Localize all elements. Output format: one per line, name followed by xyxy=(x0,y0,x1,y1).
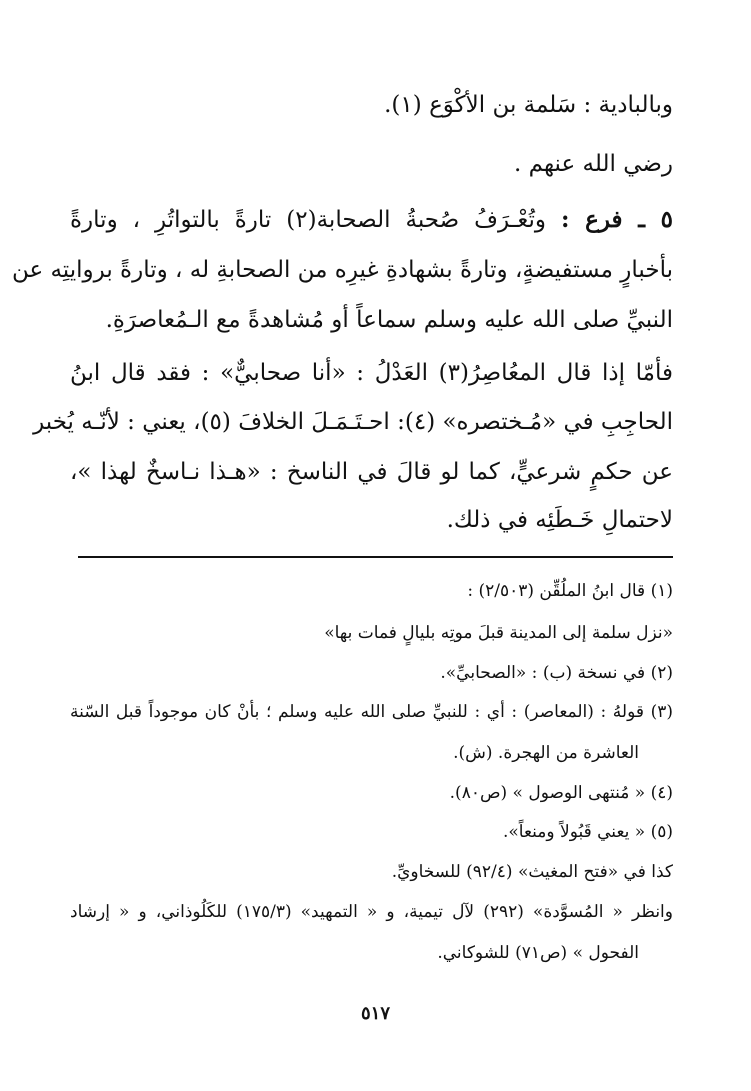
text-line-sahabi-badiya: وبالبادية : سَلمة بن الأكْوَع (١). xyxy=(384,92,673,118)
paragraph-line-3: عن حكمٍ شرعيٍّ، كما لو قالَ في الناسخ : «هـذا نـاسخٌ لهذا »، xyxy=(70,459,673,485)
footnote-4: (٤) « مُنتهى الوصول » (ص٨٠). xyxy=(449,783,673,803)
footnote-3-line-2: العاشرة من الهجرة. (ش). xyxy=(453,743,639,763)
footnote-5-line-1: (٥) « يعني قَبُولاً ومنعاً». xyxy=(502,822,673,842)
paragraph-line-2: الحاجِبِ في «مُـختصره» (٤): احـتَـمَـلَ الخلافَ (٥)، يعني : لأنّـه يُخبر xyxy=(33,409,673,435)
footnote-separator xyxy=(78,556,673,558)
section-5-line-1-text: وتُعْـرَفُ صُحبةُ الصحابة(٢) تارةً بالتواتُرِ ، وتارةً xyxy=(70,207,546,233)
text-line-radi-allah: رضي الله عنهم . xyxy=(514,151,673,177)
section-5-line-3: النبيِّ صلى الله عليه وسلم سماعاً أو مُشاهدةً مع الـمُعاصرَةِ. xyxy=(105,307,673,333)
footnote-1-line-2: «نزل سلمة إلى المدينة قبلَ موتِه بليالٍ فمات بها» xyxy=(324,623,673,643)
footnote-2: (٢) في نسخة (ب) : «الصحابيِّ». xyxy=(440,663,673,683)
section-5-line-1 xyxy=(70,203,673,237)
paragraph-line-4: لاحتمالِ خَـطَئِه في ذلك. xyxy=(446,507,673,533)
section-5-line-2: بأخبارٍ مستفيضةٍ، وتارةً بشهادةِ غيرِه من الصحابةِ له ، وتارةً بروايتِه عن xyxy=(11,257,673,283)
footnote-1-line-1: (١) قال ابنُ الملُقِّن (٢/٥٠٣) : xyxy=(467,581,673,601)
footnote-5-line-3: وانظر « المُسوَّدة» (٢٩٢) لآل تيمية، و « التمهيد» (١٧٥/٣) للكَلُوذاني، و « إرشاد xyxy=(70,902,673,922)
footnote-5-line-2: كذا في «فتح المغيث» (٩٢/٤) للسخاويِّ. xyxy=(391,862,673,882)
page-number: ٥١٧ xyxy=(360,1003,390,1024)
footnote-5-line-4: الفحول » (ص٧١) للشوكاني. xyxy=(437,943,639,963)
paragraph-line-1: فأمّا إذا قال المعُاصِرُ(٣) العَدْلُ : «أنا صحابيٌّ» : فقد قال ابنُ xyxy=(70,360,673,386)
section-5-heading: ٥ ـ فرع : xyxy=(560,206,673,233)
footnote-3-line-1: (٣) قولهُ : (المعاصر) : أي : للنبيِّ صلى الله عليه وسلم ؛ بأنْ كان موجوداً قبل السّنة xyxy=(70,702,673,722)
